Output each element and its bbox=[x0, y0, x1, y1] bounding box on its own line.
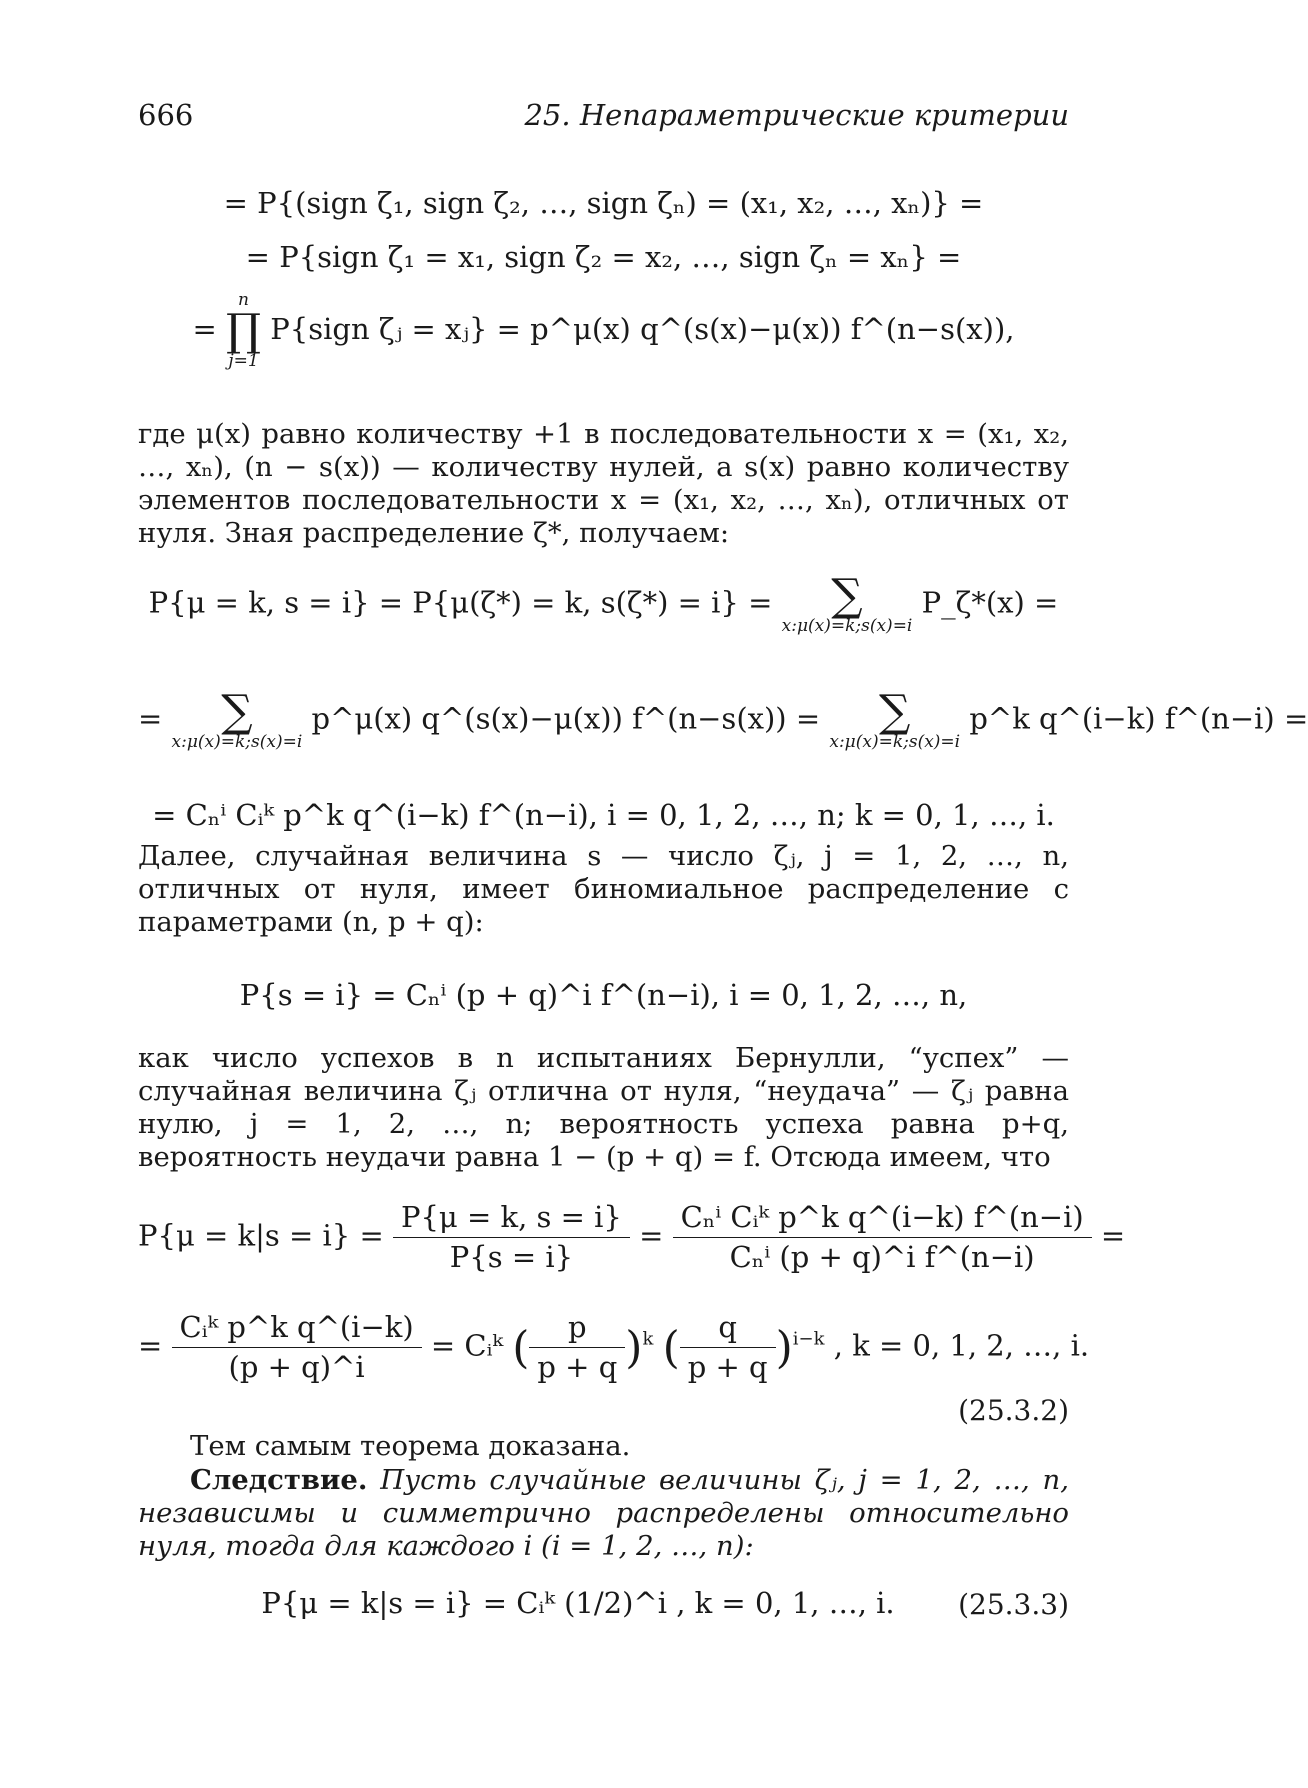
page-number: 666 bbox=[138, 98, 194, 132]
paragraph-binomial: Далее, случайная величина s — число ζⱼ, j = 1, 2, …, n, отличных от нуля, имеет биномиальное распределение с параметрами (n, p + q): bbox=[138, 840, 1069, 938]
eq5-right: p^k q^(i−k) f^(n−i) = bbox=[969, 701, 1308, 736]
paragraph-bernoulli: как число успехов в n испытаниях Бернулли, “успех” — случайная величина ζⱼ отлична от нуля, “неудача” — ζⱼ равна нулю, j = 1, 2, …, n; вероятность успеха равна p+q, вероятность неудачи равна 1 − (p + q) = f. Отсюда имеем, что bbox=[138, 1042, 1069, 1173]
equation-line-9 bbox=[138, 1308, 1090, 1387]
fraction-denominator: p + q bbox=[687, 1349, 768, 1384]
fraction-numerator: p bbox=[529, 1308, 625, 1348]
eq4-left: P{μ = k, s = i} = P{μ(ζ*) = k, s(ζ*) = i} = bbox=[148, 585, 773, 620]
equation-line-3 bbox=[138, 292, 1069, 370]
fraction-numerator: Cₙⁱ Cᵢᵏ p^k q^(i−k) f^(n−i) bbox=[673, 1198, 1092, 1238]
sum-operator-3 bbox=[829, 686, 961, 752]
sum-symbol: ∑ bbox=[879, 686, 911, 737]
equation-line-5 bbox=[138, 686, 1308, 752]
corollary-label: Следствие. bbox=[190, 1464, 368, 1496]
fraction-1 bbox=[393, 1198, 630, 1277]
equation-line-4 bbox=[138, 570, 1069, 636]
fraction-numerator: P{μ = k, s = i} bbox=[393, 1198, 630, 1238]
sum-symbol: ∑ bbox=[221, 686, 253, 737]
equation-line-2: = P{sign ζ₁ = x₁, sign ζ₂ = x₂, …, sign ζₙ = xₙ} = bbox=[245, 240, 962, 274]
chapter-title: 25. Непараметрические критерии bbox=[524, 98, 1069, 132]
eq8-left: P{μ = k|s = i} = bbox=[138, 1218, 384, 1253]
equation-line-1: = P{(sign ζ₁, sign ζ₂, …, sign ζₙ) = (x₁, x₂, …, xₙ)} = bbox=[223, 186, 984, 220]
equation-line-8 bbox=[138, 1198, 1126, 1277]
product-lower-limit: j=1 bbox=[228, 351, 259, 371]
eq8-equals: = bbox=[639, 1218, 664, 1253]
equation-number-25-3-2: (25.3.2) bbox=[958, 1394, 1069, 1427]
product-operator bbox=[226, 292, 261, 370]
eq5-mid: p^μ(x) q^(s(x)−μ(x)) f^(n−s(x)) = bbox=[311, 701, 821, 736]
eq5-prefix: = bbox=[138, 701, 163, 736]
equation-line-6: = Cₙⁱ Cᵢᵏ p^k q^(i−k) f^(n−i), i = 0, 1, 2, …, n; k = 0, 1, …, i. bbox=[152, 798, 1055, 832]
paragraph-proof-end: Тем самым теорема доказана. bbox=[190, 1430, 631, 1462]
fraction-numerator: Cᵢᵏ p^k q^(i−k) bbox=[172, 1308, 422, 1348]
sum-operator-2 bbox=[171, 686, 303, 752]
fraction-4 bbox=[529, 1308, 625, 1387]
eq9-mid: = Cᵢᵏ bbox=[430, 1328, 503, 1363]
sum-subscript: x:μ(x)=k;s(x)=i bbox=[829, 732, 961, 752]
eq3-body: P{sign ζⱼ = xⱼ} = p^μ(x) q^(s(x)−μ(x)) f^(n−s(x)), bbox=[270, 312, 1015, 346]
fraction-denominator: Cₙⁱ (p + q)^i f^(n−i) bbox=[729, 1239, 1035, 1274]
sum-operator-1 bbox=[781, 570, 913, 636]
right-paren: ) bbox=[775, 1322, 793, 1374]
product-symbol: ∏ bbox=[226, 305, 262, 356]
eq9-end: , k = 0, 1, 2, …, i. bbox=[833, 1328, 1090, 1363]
fraction-5 bbox=[680, 1308, 776, 1387]
equation-number-25-3-3: (25.3.3) bbox=[958, 1588, 1069, 1621]
paragraph-definitions: где μ(x) равно количеству +1 в последовательности x = (x₁, x₂, …, xₙ), (n − s(x)) — количеству нулей, а s(x) равно количеству элементов последовательности x = (x₁, x₂, …, xₙ), отличных от нуля. Зная распределение ζ*, получаем: bbox=[138, 418, 1069, 549]
eq3-prefix: = bbox=[192, 312, 217, 346]
corollary-text: Пусть случайные величины ζⱼ, j = 1, 2, …, n, независимы и симметрично распределены относительно нуля, тогда для каждого i (i = 1, 2, …, n): bbox=[138, 1464, 1069, 1562]
equation-line-10: P{μ = k|s = i} = Cᵢᵏ (1/2)^i , k = 0, 1, …, i. bbox=[261, 1586, 895, 1620]
right-paren: ) bbox=[625, 1322, 643, 1374]
equation-line-7: P{s = i} = Cₙⁱ (p + q)^i f^(n−i), i = 0, 1, 2, …, n, bbox=[239, 978, 968, 1012]
fraction-denominator: (p + q)^i bbox=[228, 1349, 365, 1384]
left-paren: ( bbox=[662, 1322, 680, 1374]
fraction-denominator: P{s = i} bbox=[449, 1239, 574, 1274]
left-paren: ( bbox=[512, 1322, 530, 1374]
eq4-right: P_ζ*(x) = bbox=[921, 585, 1059, 620]
sum-symbol: ∑ bbox=[831, 570, 863, 621]
sum-subscript: x:μ(x)=k;s(x)=i bbox=[171, 732, 303, 752]
eq9-prefix: = bbox=[138, 1328, 163, 1363]
fraction-3 bbox=[172, 1308, 422, 1387]
exponent-i-minus-k: i−k bbox=[792, 1328, 825, 1350]
fraction-denominator: p + q bbox=[537, 1349, 618, 1384]
sum-subscript: x:μ(x)=k;s(x)=i bbox=[781, 616, 913, 636]
corollary-paragraph bbox=[138, 1464, 1069, 1563]
exponent-k: k bbox=[642, 1328, 654, 1350]
fraction-numerator: q bbox=[680, 1308, 776, 1348]
fraction-2 bbox=[673, 1198, 1092, 1277]
product-upper-limit: n bbox=[238, 290, 249, 310]
eq8-end: = bbox=[1100, 1218, 1126, 1253]
